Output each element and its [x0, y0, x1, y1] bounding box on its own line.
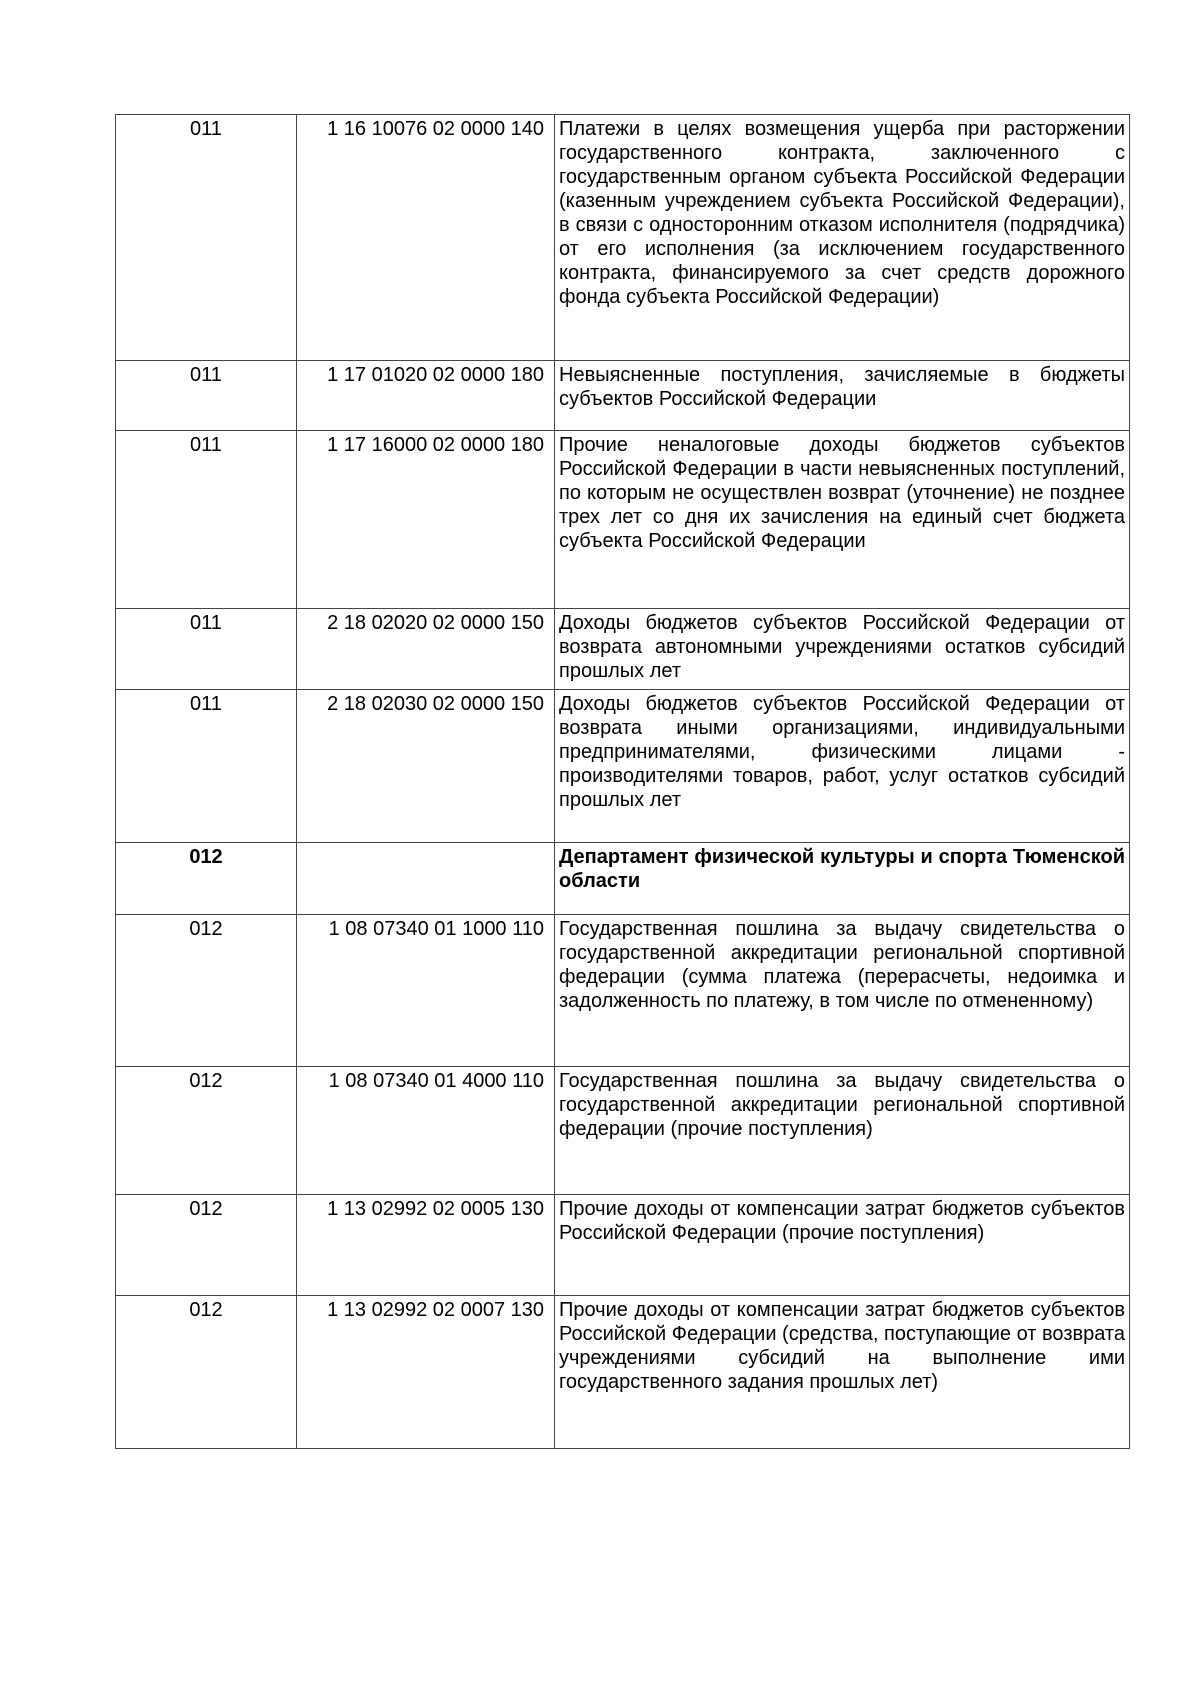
admin-code-cell: 012	[116, 1296, 297, 1449]
table-row	[116, 915, 1130, 1067]
revenue-name-cell: Прочие доходы от компенсации затрат бюджетов субъектов Российской Федерации (средства, поступающие от возврата учреждениями субсидий на выполнение ими государственного задания прошлых лет)	[555, 1296, 1130, 1449]
revenue-code-cell: 1 08 07340 01 4000 110	[297, 1067, 555, 1195]
admin-code-cell: 011	[116, 361, 297, 431]
revenue-name-cell: Прочие доходы от компенсации затрат бюджетов субъектов Российской Федерации (прочие поступления)	[555, 1195, 1130, 1296]
table-row	[116, 1067, 1130, 1195]
revenue-code-cell: 1 17 01020 02 0000 180	[297, 361, 555, 431]
table-row	[116, 609, 1130, 690]
revenue-code-cell: 2 18 02020 02 0000 150	[297, 609, 555, 690]
revenue-name-cell: Доходы бюджетов субъектов Российской Федерации от возврата автономными учреждениями остатков субсидий прошлых лет	[555, 609, 1130, 690]
admin-code-cell: 011	[116, 609, 297, 690]
table-row-department	[116, 843, 1130, 915]
admin-code-cell: 012	[116, 1067, 297, 1195]
table-row	[116, 1195, 1130, 1296]
revenue-code-cell: 1 13 02992 02 0005 130	[297, 1195, 555, 1296]
table-row	[116, 115, 1130, 361]
admin-code-cell: 011	[116, 690, 297, 843]
department-name-cell: Департамент физической культуры и спорта Тюменской области	[555, 843, 1130, 915]
admin-code-cell: 011	[116, 115, 297, 361]
revenue-code-cell: 1 17 16000 02 0000 180	[297, 431, 555, 609]
revenue-name-cell: Прочие неналоговые доходы бюджетов субъектов Российской Федерации в части невыясненных поступлений, по которым не осуществлен возврат (уточнение) не позднее трех лет со дня их зачисления на единый счет бюджета субъекта Российской Федерации	[555, 431, 1130, 609]
table-row	[116, 1296, 1130, 1449]
admin-code-cell: 012	[116, 1195, 297, 1296]
table-row	[116, 361, 1130, 431]
revenue-code-cell: 2 18 02030 02 0000 150	[297, 690, 555, 843]
table-row	[116, 690, 1130, 843]
revenue-code-cell: 1 16 10076 02 0000 140	[297, 115, 555, 361]
revenue-codes-table	[115, 114, 1130, 1449]
revenue-name-cell: Платежи в целях возмещения ущерба при расторжении государственного контракта, заключенного с государственным органом субъекта Российской Федерации (казенным учреждением субъекта Российской Федерации), в связи с односторонним отказом исполнителя (подрядчика) от его исполнения (за исключением государственного контракта, финансируемого за счет средств дорожного фонда субъекта Российской Федерации)	[555, 115, 1130, 361]
revenue-code-cell	[297, 843, 555, 915]
revenue-name-cell: Невыясненные поступления, зачисляемые в бюджеты субъектов Российской Федерации	[555, 361, 1130, 431]
admin-code-cell: 012	[116, 843, 297, 915]
revenue-code-cell: 1 13 02992 02 0007 130	[297, 1296, 555, 1449]
revenue-name-cell: Государственная пошлина за выдачу свидетельства о государственной аккредитации региональной спортивной федерации (сумма платежа (перерасчеты, недоимка и задолженность по платежу, в том числе по отмененному)	[555, 915, 1130, 1067]
revenue-code-cell: 1 08 07340 01 1000 110	[297, 915, 555, 1067]
revenue-name-cell: Доходы бюджетов субъектов Российской Федерации от возврата иными организациями, индивидуальными предпринимателями, физическими лицами - производителями товаров, работ, услуг остатков субсидий прошлых лет	[555, 690, 1130, 843]
admin-code-cell: 011	[116, 431, 297, 609]
admin-code-cell: 012	[116, 915, 297, 1067]
revenue-name-cell: Государственная пошлина за выдачу свидетельства о государственной аккредитации региональной спортивной федерации (прочие поступления)	[555, 1067, 1130, 1195]
table-row	[116, 431, 1130, 609]
